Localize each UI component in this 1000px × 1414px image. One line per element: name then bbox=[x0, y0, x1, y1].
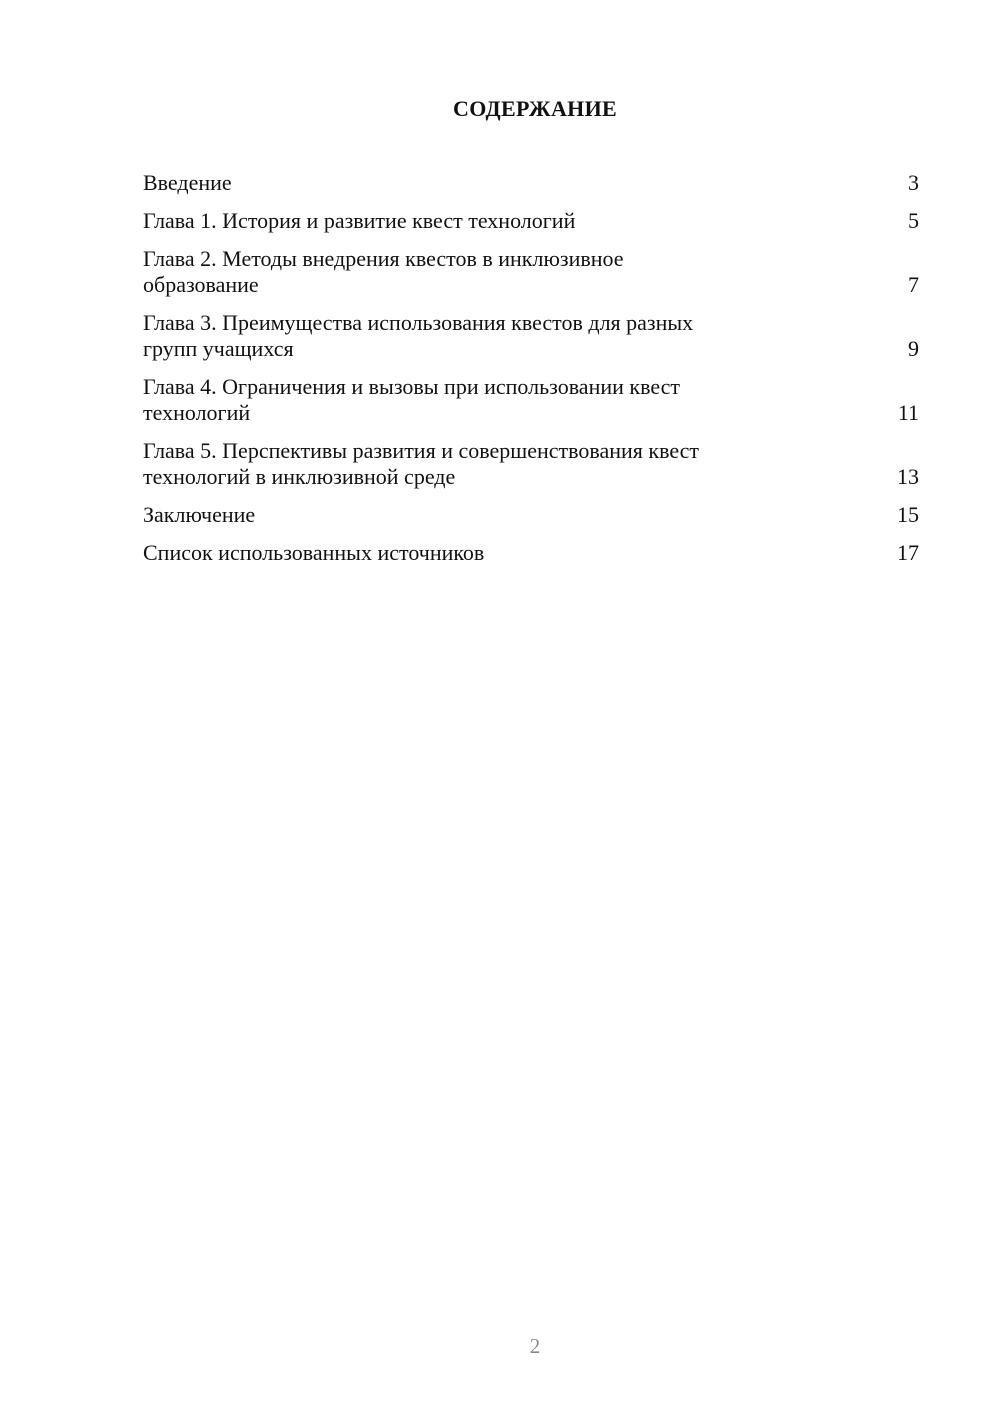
toc-entry-title: Глава 2. Методы внедрения квестов в инклюзивное образование bbox=[143, 246, 624, 297]
toc-entry-title: Список использованных источников bbox=[143, 540, 485, 565]
table-of-contents bbox=[143, 170, 919, 578]
toc-entry bbox=[143, 208, 919, 234]
toc-entry-title: Глава 4. Ограничения и вызовы при использовании квест технологий bbox=[143, 374, 681, 425]
toc-entry-page: 7 bbox=[908, 272, 919, 297]
page-title: СОДЕРЖАНИЕ bbox=[453, 96, 617, 121]
toc-entry-page: 17 bbox=[897, 540, 919, 565]
toc-entry bbox=[143, 374, 919, 426]
toc-entry bbox=[143, 540, 919, 566]
toc-entry-page: 3 bbox=[908, 170, 919, 195]
toc-entry-page: 11 bbox=[897, 400, 919, 425]
toc-entry-title: Глава 3. Преимущества использования квестов для разных групп учащихся bbox=[143, 310, 694, 361]
toc-entry-title: Глава 5. Перспективы развития и совершенствования квест технологий в инклюзивной среде bbox=[143, 438, 700, 489]
toc-entry bbox=[143, 170, 919, 196]
page-number: 2 bbox=[529, 1334, 541, 1358]
toc-entry-page: 5 bbox=[908, 208, 919, 233]
toc-entry bbox=[143, 310, 919, 362]
toc-entry-page: 15 bbox=[897, 502, 919, 527]
toc-entry-title: Заключение bbox=[143, 502, 256, 527]
toc-entry bbox=[143, 246, 919, 298]
toc-entry-page: 9 bbox=[908, 336, 919, 361]
toc-entry-title: Введение bbox=[143, 170, 232, 195]
toc-entry-title: Глава 1. История и развитие квест технологий bbox=[143, 208, 576, 233]
toc-entry bbox=[143, 438, 919, 490]
toc-entry bbox=[143, 502, 919, 528]
toc-entry-page: 13 bbox=[897, 464, 919, 489]
